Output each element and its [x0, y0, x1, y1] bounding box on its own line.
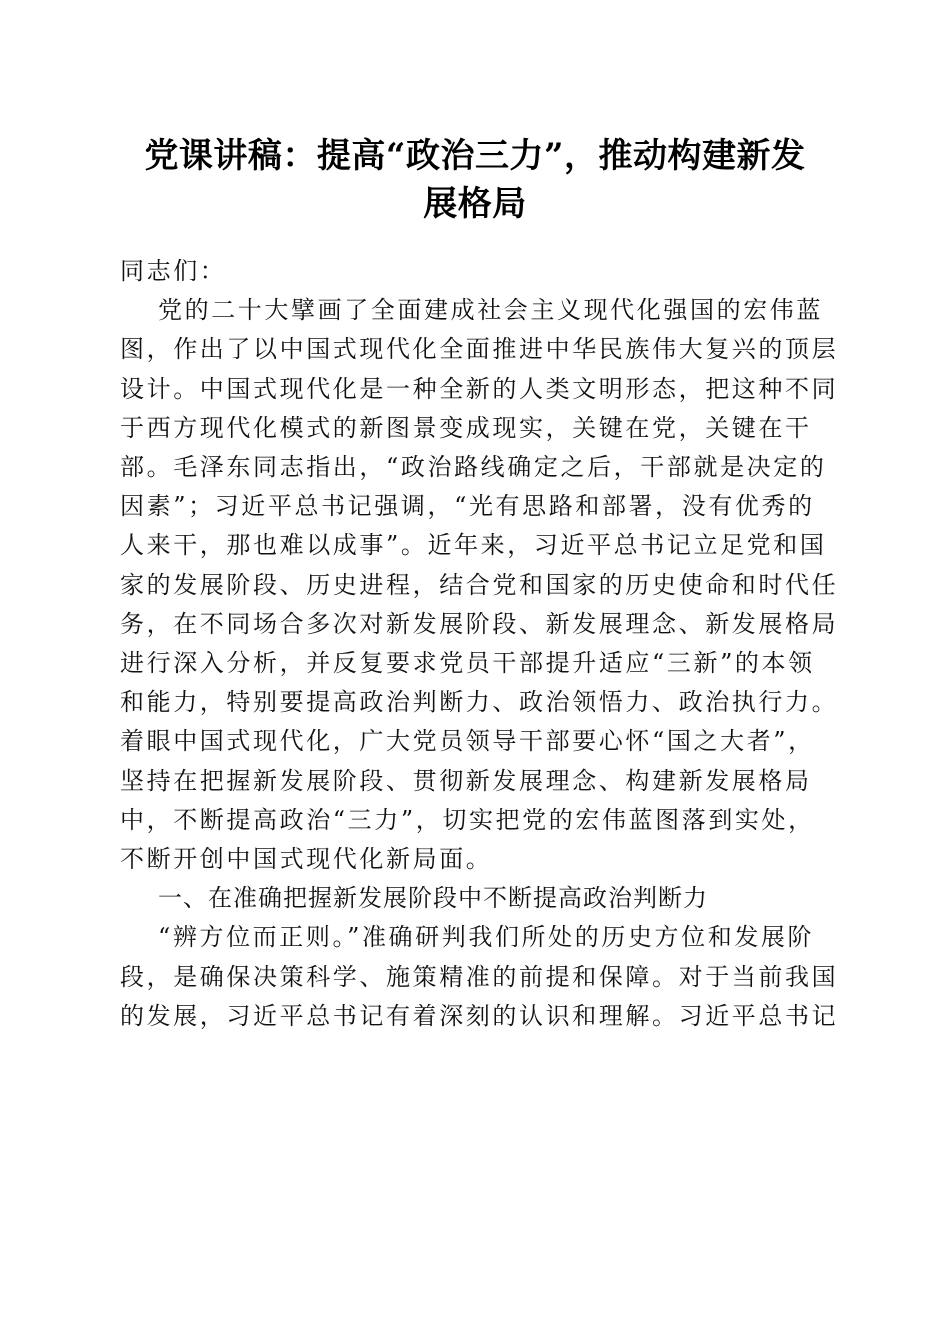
document-title: [100, 132, 850, 228]
document-body: [120, 252, 840, 1036]
paragraph-intro: 党的二十大擘画了全面建成社会主义现代化强国的宏伟蓝图，作出了以中国式现代化全面推进中华民族伟大复兴的顶层设计。中国式现代化是一种全新的人类文明形态，把这种不同于西方现代化模式的新图景变成现实，关键在党，关键在干部。毛泽东同志指出，“政治路线确定之后，干部就是决定的因素”；习近平总书记强调，“光有思路和部署，没有优秀的人来干，那也难以成事”。近年来，习近平总书记立足党和国家的发展阶段、历史进程，结合党和国家的历史使命和时代任务，在不同场合多次对新发展阶段、新发展理念、新发展格局进行深入分析，并反复要求党员干部提升适应“三新”的本领和能力，特别要提高政治判断力、政治领悟力、政治执行力。着眼中国式现代化，广大党员领导干部要心怀“国之大者”，坚持在把握新发展阶段、贯彻新发展理念、构建新发展格局中，不断提高政治“三力”，切实把党的宏伟蓝图落到实处，不断开创中国式现代化新局面。: [120, 296, 839, 874]
title-line-2: 展格局: [423, 184, 527, 224]
paragraph-section-1: “辨方位而正则。”准确研判我们所处的历史方位和发展阶段，是确保决策科学、施策精准的前提和保障。对于当前我国的发展，习近平总书记有着深刻的认识和理解。习近平总书记: [120, 923, 839, 1030]
title-line-1: 党课讲稿：提高“政治三力”，推动构建新发: [144, 136, 806, 176]
salutation: 同志们：: [120, 257, 227, 285]
section-heading-1: 一、在准确把握新发展阶段中不断提高政治判断力: [158, 884, 708, 913]
